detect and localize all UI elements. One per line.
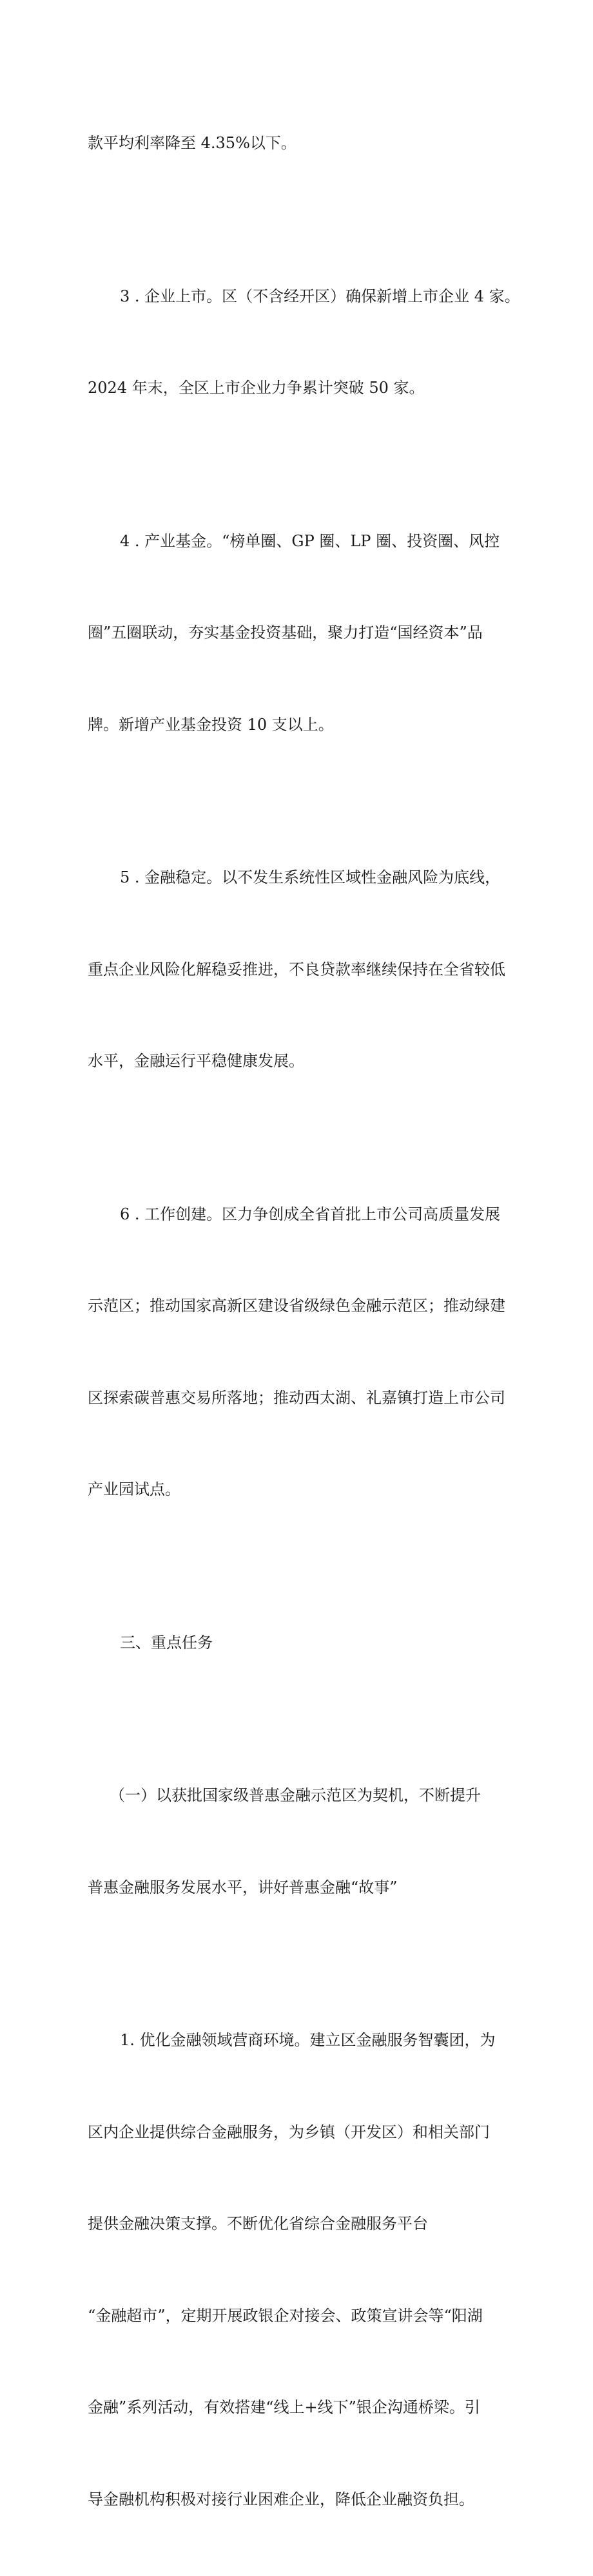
text-line: 重点企业风险化解稳妥推进，不良贷款率继续保持在全省较低 [88, 960, 505, 978]
text-line: 款平均利率降至 4.35%以下。 [88, 134, 296, 152]
text-line: 金融”系列活动，有效搭建“线上+线下”银企沟通桥梁。引 [88, 2398, 480, 2416]
paragraph-listing [88, 220, 532, 465]
paragraph-stability [88, 801, 532, 1138]
paragraph-rate [88, 67, 532, 220]
text-line: 圈”五圈联动，夯实基金投资基础，聚力打造“国经资本”品 [88, 624, 483, 642]
text-line: 牌。新增产业基金投资 10 支以上。 [88, 715, 334, 734]
text-line: 4 . 产业基金。“榜单圈、GP 圈、LP 圈、投资圈、风控 [120, 531, 500, 550]
text-line: 水平，金融运行平稳健康发展。 [88, 1052, 304, 1070]
heading-text: 普惠金融服务发展水平，讲好普惠金融“故事” [88, 1878, 398, 1896]
text-line: 2024 年末，全区上市企业力争累计突破 50 家。 [88, 379, 425, 397]
text-line: 提供金融决策支撑。不断优化省综合金融服务平台 [88, 2215, 428, 2233]
text-line: 1. 优化金融领域营商环境。建立区金融服务智囊团，为 [120, 2031, 496, 2049]
text-line: 区内企业提供综合金融服务，为乡镇（开发区）和相关部门 [88, 2123, 490, 2141]
text-line: 示范区；推动国家高新区建设省级绿色金融示范区；推动绿建 [88, 1297, 505, 1315]
text-line: 区探索碳普惠交易所落地；推动西太湖、礼嘉镇打造上市公司 [88, 1388, 505, 1407]
text-line: 导金融机构积极对接行业困难企业，降低企业融资负担。 [88, 2490, 474, 2508]
paragraph-fund [88, 465, 532, 802]
document-body [88, 67, 532, 2576]
text-line: 3 . 企业上市。区（不含经开区）确保新增上市企业 4 家。 [120, 287, 520, 305]
text-line: 6 . 工作创建。区力争创成全省首批上市公司高质量发展 [120, 1205, 501, 1223]
paragraph-business-environment [88, 1964, 532, 2576]
paragraph-creation [88, 1138, 532, 1567]
heading-text: （一）以获批国家级普惠金融示范区为契机，不断提升 [110, 1786, 481, 1804]
subsection-heading-inclusive-finance [88, 1719, 532, 1964]
text-line: 5 . 金融稳定。以不发生系统性区域性金融风险为底线， [120, 868, 501, 886]
heading-text: 三、重点任务 [120, 1633, 213, 1652]
text-line: “金融超市”，定期开展政银企对接会、政策宣讲会等“阳湖 [88, 2306, 483, 2325]
section-heading-key-tasks [88, 1567, 532, 1720]
text-line: 产业园试点。 [88, 1480, 180, 1498]
